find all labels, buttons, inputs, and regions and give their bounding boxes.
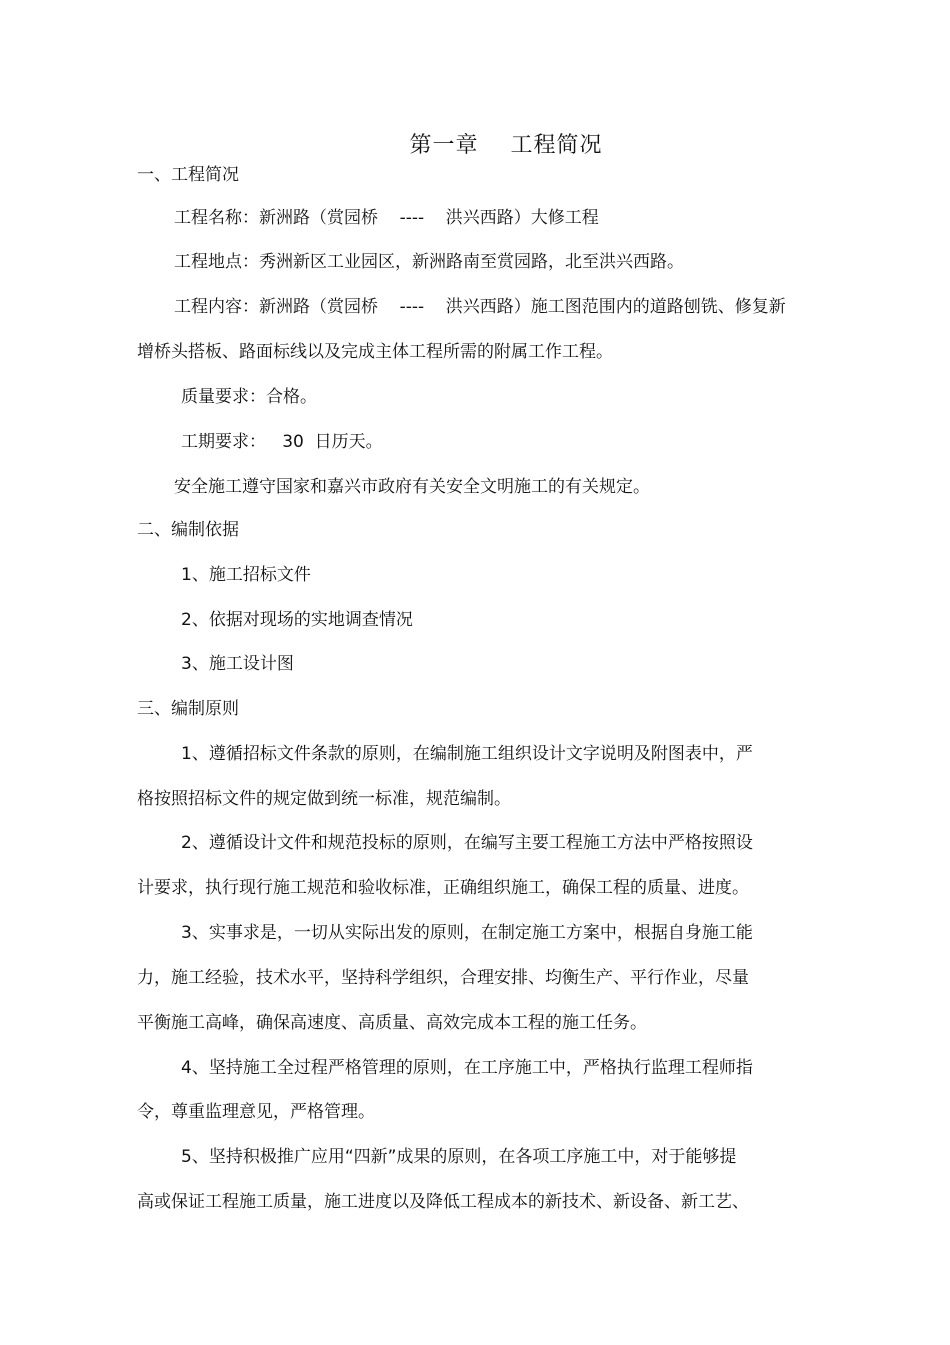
- principle-3-line-2: 力，施工经验，技术水平，坚持科学组织，合理安排、均衡生产、平行作业，尽量: [137, 968, 749, 988]
- project-name-line: 工程名称：新洲路（赏园桥 ---- 洪兴西路）大修工程: [174, 208, 599, 228]
- section-heading-basis: 二、编制依据: [137, 520, 239, 540]
- principle-4-line-1: 4、坚持施工全过程严格管理的原则，在工序施工中，严格执行监理工程师指: [181, 1058, 753, 1078]
- basis-item-2: 2、依据对现场的实地调查情况: [181, 610, 413, 630]
- principle-5-line-2: 高或保证工程施工质量，施工进度以及降低工程成本的新技术、新设备、新工艺、: [137, 1192, 749, 1212]
- principle-2-line-1: 2、遵循设计文件和规范投标的原则，在编写主要工程施工方法中严格按照设: [181, 833, 753, 853]
- safety-line: 安全施工遵守国家和嘉兴市政府有关安全文明施工的有关规定。: [174, 477, 650, 497]
- project-content-line-1: 工程内容：新洲路（赏园桥 ---- 洪兴西路）施工图范围内的道路刨铣、修复新: [174, 297, 786, 317]
- principle-4-line-2: 令，尊重监理意见，严格管理。: [137, 1102, 375, 1122]
- principle-1-line-2: 格按照招标文件的规定做到统一标准，规范编制。: [137, 789, 511, 809]
- principle-5-line-1: 5、坚持积极推广应用“四新”成果的原则，在各项工序施工中，对于能够提: [181, 1147, 737, 1167]
- quality-requirement-line: 质量要求：合格。: [181, 387, 317, 407]
- principle-3-line-1: 3、实事求是，一切从实际出发的原则，在制定施工方案中，根据自身施工能: [181, 923, 753, 943]
- principle-2-line-2: 计要求，执行现行施工规范和验收标准，正确组织施工，确保工程的质量、进度。: [137, 878, 749, 898]
- project-location-line: 工程地点：秀洲新区工业园区，新洲路南至赏园路，北至洪兴西路。: [174, 252, 684, 272]
- principle-1-line-1: 1、遵循招标文件条款的原则，在编制施工组织设计文字说明及附图表中，严: [181, 744, 753, 764]
- basis-item-3: 3、施工设计图: [181, 654, 294, 674]
- chapter-title: 第一章 工程简况: [409, 133, 603, 158]
- duration-requirement-line: 工期要求： 30 日历天。: [181, 432, 383, 452]
- section-heading-overview: 一、工程简况: [137, 165, 239, 185]
- section-heading-principles: 三、编制原则: [137, 699, 239, 719]
- project-content-line-2: 增桥头搭板、路面标线以及完成主体工程所需的附属工作工程。: [137, 342, 613, 362]
- principle-3-line-3: 平衡施工高峰，确保高速度、高质量、高效完成本工程的施工任务。: [137, 1013, 647, 1033]
- basis-item-1: 1、施工招标文件: [181, 565, 311, 585]
